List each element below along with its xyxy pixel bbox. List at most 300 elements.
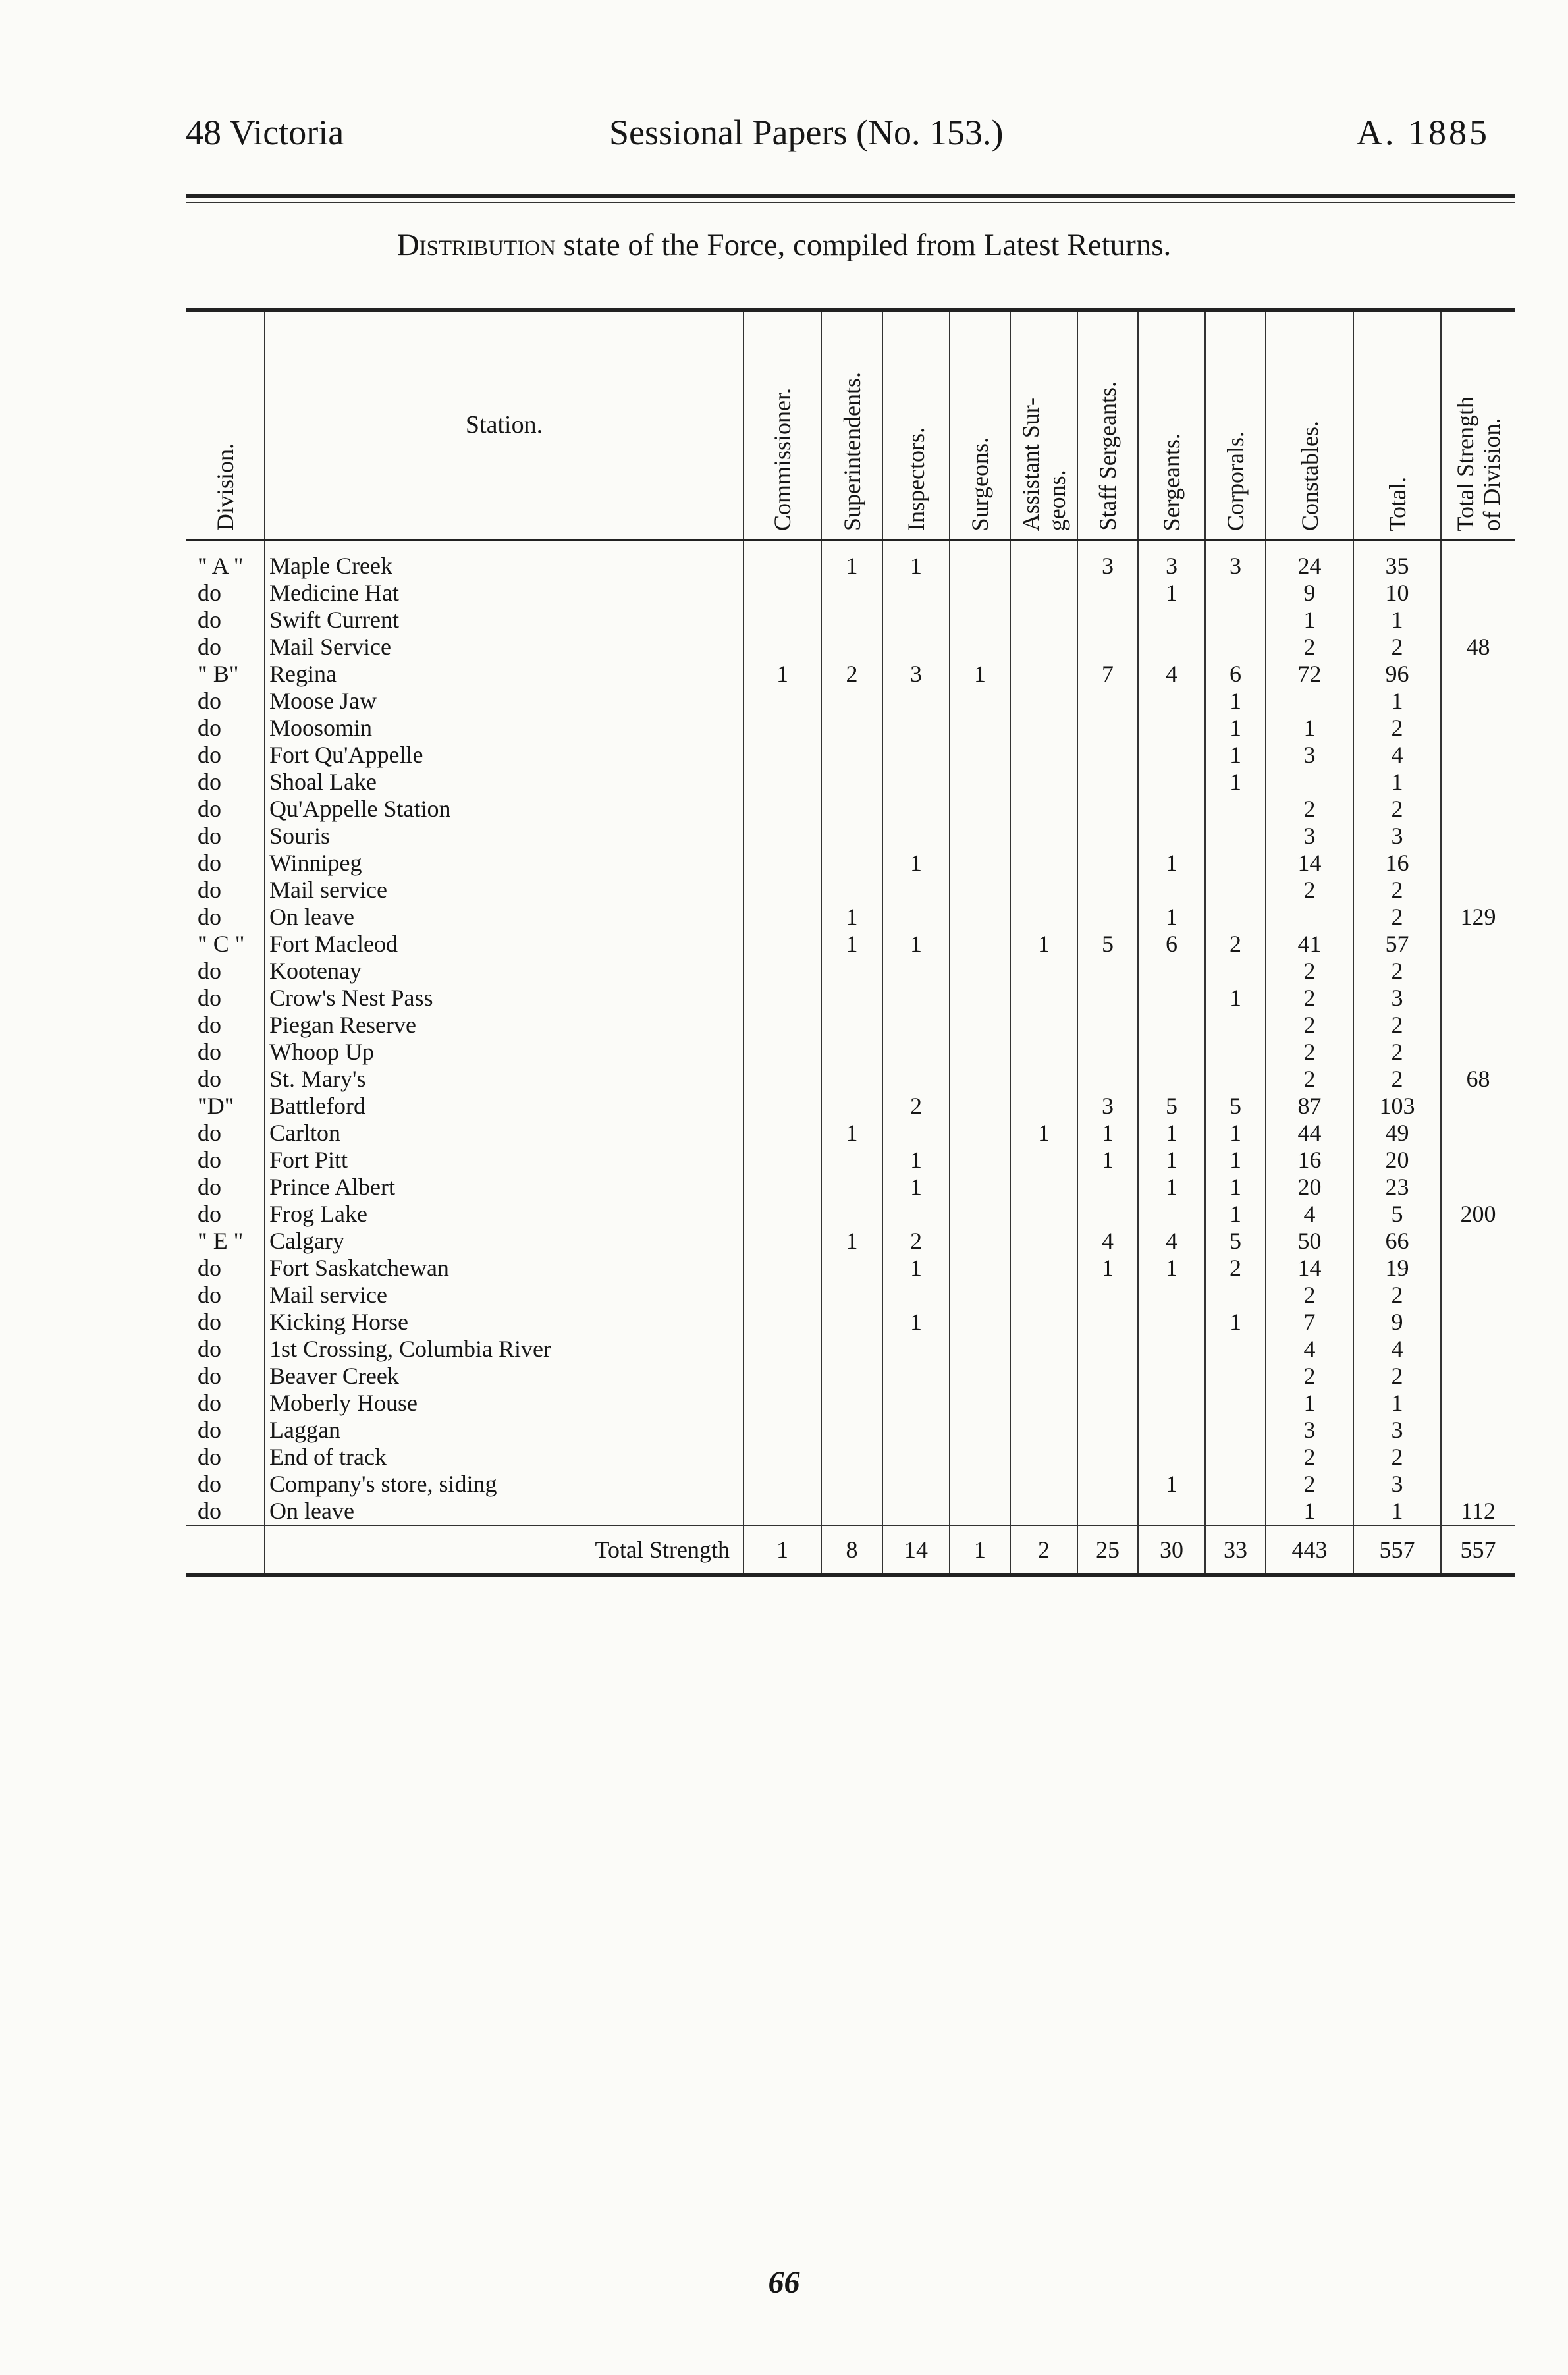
count-cell — [743, 1390, 821, 1417]
count-cell — [821, 1255, 882, 1282]
count-cell: 2 — [1266, 1066, 1353, 1093]
count-cell: 3 — [1353, 985, 1441, 1012]
count-cell: 14 — [1266, 1255, 1353, 1282]
col-sergeants — [1138, 310, 1205, 540]
count-cell: 1 — [821, 931, 882, 958]
count-cell: 1 — [1353, 1390, 1441, 1417]
count-cell — [950, 1471, 1010, 1498]
station-cell: Fort Qu'Appelle — [265, 742, 743, 769]
count-cell — [1010, 634, 1077, 661]
count-cell: 2 — [1353, 715, 1441, 742]
count-cell: 1 — [1205, 1120, 1266, 1147]
count-cell — [882, 1201, 950, 1228]
count-cell — [1077, 1390, 1138, 1417]
count-cell: 6 — [1138, 931, 1205, 958]
count-cell: 6 — [1205, 661, 1266, 688]
division-cell: do — [198, 1066, 221, 1092]
division-cell: do — [198, 1444, 221, 1470]
col-label: Staff Sergeants. — [1095, 381, 1121, 531]
count-cell — [1441, 742, 1515, 769]
col-label: Corporals. — [1222, 431, 1249, 531]
count-cell: 2 — [1266, 1363, 1353, 1390]
total-cell: 30 — [1138, 1525, 1205, 1575]
total-cell: 2 — [1010, 1525, 1077, 1575]
division-cell: " C " — [198, 931, 245, 957]
count-cell — [1010, 769, 1077, 796]
count-cell: 10 — [1353, 580, 1441, 607]
count-cell — [950, 715, 1010, 742]
table-row — [186, 1066, 1515, 1093]
count-cell — [821, 1471, 882, 1498]
count-cell — [743, 742, 821, 769]
col-label: Station. — [465, 411, 543, 439]
col-staff-sergeants — [1077, 310, 1138, 540]
count-cell: 2 — [1266, 958, 1353, 985]
count-cell — [743, 1363, 821, 1390]
count-cell — [821, 769, 882, 796]
count-cell — [1441, 607, 1515, 634]
count-cell — [882, 607, 950, 634]
count-cell: 35 — [1353, 540, 1441, 580]
count-cell — [821, 985, 882, 1012]
col-label: Total Strength of Division. — [1451, 396, 1505, 531]
col-total — [1353, 310, 1441, 540]
count-cell: 200 — [1441, 1201, 1515, 1228]
count-cell — [1077, 607, 1138, 634]
count-cell: 9 — [1266, 580, 1353, 607]
station-cell: Kootenay — [265, 958, 743, 985]
count-cell — [743, 796, 821, 823]
table-row — [186, 742, 1515, 769]
total-cell: 1 — [950, 1525, 1010, 1575]
header-session: 48 Victoria — [186, 113, 344, 152]
count-cell: 2 — [1266, 796, 1353, 823]
count-cell — [1010, 1498, 1077, 1525]
count-cell: 3 — [882, 661, 950, 688]
table-row — [186, 796, 1515, 823]
count-cell: 2 — [882, 1228, 950, 1255]
count-cell — [1441, 877, 1515, 904]
count-cell: 3 — [1353, 1417, 1441, 1444]
count-cell: 2 — [1353, 796, 1441, 823]
table-body — [186, 540, 1515, 1526]
count-cell — [1205, 1417, 1266, 1444]
station-cell: Mail service — [265, 1282, 743, 1309]
count-cell — [821, 1336, 882, 1363]
station-cell: Mail Service — [265, 634, 743, 661]
division-cell: do — [198, 607, 221, 633]
count-cell: 5 — [1077, 931, 1138, 958]
total-cell: 8 — [821, 1525, 882, 1575]
count-cell — [1077, 1174, 1138, 1201]
count-cell: 1 — [1010, 1120, 1077, 1147]
count-cell — [1138, 1039, 1205, 1066]
count-cell — [1441, 769, 1515, 796]
count-cell: 7 — [1266, 1309, 1353, 1336]
count-cell — [743, 1309, 821, 1336]
station-cell: Company's store, siding — [265, 1471, 743, 1498]
count-cell — [1138, 1363, 1205, 1390]
count-cell — [1441, 715, 1515, 742]
count-cell — [743, 1228, 821, 1255]
count-cell — [882, 796, 950, 823]
count-cell: 2 — [1353, 958, 1441, 985]
count-cell — [1138, 607, 1205, 634]
station-cell: On leave — [265, 1498, 743, 1525]
count-cell: 4 — [1138, 661, 1205, 688]
division-cell: do — [198, 1390, 221, 1416]
table-title-lead: Distribution — [396, 228, 556, 262]
count-cell: 1 — [882, 1147, 950, 1174]
count-cell — [1010, 877, 1077, 904]
count-cell — [743, 1012, 821, 1039]
count-cell: 3 — [1353, 823, 1441, 850]
page-number: 66 — [768, 2265, 800, 2300]
count-cell — [1441, 1255, 1515, 1282]
count-cell — [743, 931, 821, 958]
count-cell — [882, 715, 950, 742]
division-cell: " A " — [198, 553, 244, 579]
table-row — [186, 607, 1515, 634]
count-cell — [743, 1336, 821, 1363]
count-cell — [821, 1093, 882, 1120]
count-cell — [950, 823, 1010, 850]
count-cell — [1138, 688, 1205, 715]
count-cell — [1441, 1390, 1515, 1417]
table-row — [186, 1444, 1515, 1471]
count-cell — [1010, 1336, 1077, 1363]
count-cell: 2 — [1353, 1012, 1441, 1039]
count-cell: 2 — [1266, 1012, 1353, 1039]
count-cell — [1441, 1471, 1515, 1498]
count-cell: 20 — [1353, 1147, 1441, 1174]
division-cell: do — [198, 1174, 221, 1200]
division-cell: do — [198, 1471, 221, 1497]
col-division-strength — [1441, 310, 1515, 540]
count-cell: 2 — [1353, 1444, 1441, 1471]
col-label: Assistant Sur- geons. — [1017, 397, 1070, 531]
count-cell: 3 — [1138, 540, 1205, 580]
count-cell — [743, 634, 821, 661]
count-cell: 2 — [1266, 877, 1353, 904]
division-cell: do — [198, 1363, 221, 1389]
count-cell: 1 — [1138, 1255, 1205, 1282]
count-cell — [1138, 1282, 1205, 1309]
count-cell — [1010, 1255, 1077, 1282]
count-cell: 68 — [1441, 1066, 1515, 1093]
count-cell — [1266, 688, 1353, 715]
count-cell: 1 — [1205, 1174, 1266, 1201]
station-cell: St. Mary's — [265, 1066, 743, 1093]
count-cell — [1266, 904, 1353, 931]
count-cell: 5 — [1205, 1093, 1266, 1120]
count-cell: 1 — [882, 1309, 950, 1336]
count-cell — [1205, 580, 1266, 607]
header-rule-thin — [186, 202, 1515, 203]
count-cell: 1 — [1205, 742, 1266, 769]
station-cell: Winnipeg — [265, 850, 743, 877]
division-cell: do — [198, 1201, 221, 1227]
count-cell — [743, 688, 821, 715]
station-cell: Frog Lake — [265, 1201, 743, 1228]
count-cell — [1077, 1201, 1138, 1228]
count-cell: 1 — [1138, 904, 1205, 931]
count-cell — [950, 1174, 1010, 1201]
count-cell — [743, 1174, 821, 1201]
count-cell — [882, 1066, 950, 1093]
count-cell: 1 — [1266, 607, 1353, 634]
station-cell: Maple Creek — [265, 540, 743, 580]
count-cell — [743, 540, 821, 580]
count-cell — [1441, 1174, 1515, 1201]
count-cell: 1 — [1138, 1120, 1205, 1147]
count-cell — [1205, 1282, 1266, 1309]
count-cell: 96 — [1353, 661, 1441, 688]
count-cell — [1205, 1390, 1266, 1417]
count-cell — [950, 1039, 1010, 1066]
count-cell — [1138, 769, 1205, 796]
count-cell — [1138, 958, 1205, 985]
count-cell — [743, 1255, 821, 1282]
col-label: Division. — [211, 443, 238, 531]
count-cell — [1010, 1417, 1077, 1444]
count-cell — [1077, 1282, 1138, 1309]
count-cell — [1205, 877, 1266, 904]
total-cell: 557 — [1441, 1525, 1515, 1575]
count-cell — [743, 958, 821, 985]
col-label: Surgeons. — [967, 437, 993, 531]
count-cell: 1 — [1138, 580, 1205, 607]
header-rule — [186, 194, 1515, 198]
count-cell — [950, 877, 1010, 904]
count-cell — [1441, 1444, 1515, 1471]
count-cell: 66 — [1353, 1228, 1441, 1255]
count-cell — [950, 1228, 1010, 1255]
count-cell: 1 — [1353, 1498, 1441, 1525]
count-cell: 103 — [1353, 1093, 1441, 1120]
count-cell — [1077, 958, 1138, 985]
count-cell — [1077, 1309, 1138, 1336]
count-cell — [1010, 661, 1077, 688]
count-cell: 24 — [1266, 540, 1353, 580]
count-cell — [743, 769, 821, 796]
count-cell: 112 — [1441, 1498, 1515, 1525]
count-cell — [821, 1390, 882, 1417]
station-cell: Beaver Creek — [265, 1363, 743, 1390]
count-cell: 1 — [882, 1255, 950, 1282]
count-cell — [743, 823, 821, 850]
count-cell: 20 — [1266, 1174, 1353, 1201]
count-cell — [882, 904, 950, 931]
count-cell — [1077, 769, 1138, 796]
col-commissioner — [743, 310, 821, 540]
count-cell — [882, 1363, 950, 1390]
count-cell — [1010, 823, 1077, 850]
table-row — [186, 1498, 1515, 1525]
count-cell — [950, 1417, 1010, 1444]
count-cell — [743, 1471, 821, 1498]
count-cell — [882, 1471, 950, 1498]
count-cell — [1138, 823, 1205, 850]
count-cell — [821, 877, 882, 904]
count-cell — [821, 1309, 882, 1336]
table-row — [186, 1363, 1515, 1390]
table-title — [0, 227, 1568, 263]
count-cell: 1 — [1138, 1174, 1205, 1201]
count-cell — [1441, 1336, 1515, 1363]
count-cell — [1010, 796, 1077, 823]
count-cell — [882, 1120, 950, 1147]
count-cell: 1 — [1205, 769, 1266, 796]
table-row — [186, 1201, 1515, 1228]
count-cell — [882, 877, 950, 904]
count-cell — [1010, 958, 1077, 985]
header-year: A. 1885 — [1357, 113, 1490, 152]
count-cell — [1138, 985, 1205, 1012]
count-cell — [1010, 607, 1077, 634]
count-cell — [1441, 1012, 1515, 1039]
station-cell: 1st Crossing, Columbia River — [265, 1336, 743, 1363]
division-cell: do — [198, 958, 221, 984]
col-label: Total. — [1384, 476, 1411, 531]
count-cell — [1138, 1066, 1205, 1093]
count-cell — [1077, 1417, 1138, 1444]
count-cell: 3 — [1205, 540, 1266, 580]
count-cell — [950, 850, 1010, 877]
station-cell: Prince Albert — [265, 1174, 743, 1201]
count-cell — [882, 580, 950, 607]
count-cell: 72 — [1266, 661, 1353, 688]
count-cell: 3 — [1077, 1093, 1138, 1120]
count-cell: 2 — [1266, 1282, 1353, 1309]
count-cell: 2 — [1353, 1066, 1441, 1093]
count-cell — [1138, 877, 1205, 904]
table-row — [186, 1228, 1515, 1255]
table-row — [186, 661, 1515, 688]
count-cell: 1 — [1266, 1390, 1353, 1417]
table-row — [186, 823, 1515, 850]
count-cell — [821, 1282, 882, 1309]
table-row — [186, 1390, 1515, 1417]
count-cell — [1010, 1012, 1077, 1039]
count-cell: 1 — [1138, 850, 1205, 877]
division-cell: do — [198, 877, 221, 903]
count-cell — [950, 931, 1010, 958]
count-cell — [950, 1012, 1010, 1039]
count-cell — [882, 688, 950, 715]
station-cell: Swift Current — [265, 607, 743, 634]
count-cell — [1138, 1201, 1205, 1228]
count-cell — [1138, 1417, 1205, 1444]
station-cell: Moosomin — [265, 715, 743, 742]
count-cell — [1205, 1444, 1266, 1471]
count-cell: 1 — [821, 1120, 882, 1147]
count-cell — [821, 823, 882, 850]
count-cell — [1010, 1471, 1077, 1498]
count-cell: 3 — [1077, 540, 1138, 580]
count-cell — [882, 1039, 950, 1066]
division-cell: do — [198, 1255, 221, 1281]
count-cell: 5 — [1353, 1201, 1441, 1228]
count-cell — [1010, 1066, 1077, 1093]
count-cell — [821, 958, 882, 985]
count-cell — [1441, 850, 1515, 877]
count-cell — [743, 607, 821, 634]
count-cell — [882, 769, 950, 796]
count-cell — [1010, 1390, 1077, 1417]
count-cell: 1 — [1205, 1147, 1266, 1174]
count-cell: 14 — [1266, 850, 1353, 877]
count-cell — [1205, 1471, 1266, 1498]
count-cell: 44 — [1266, 1120, 1353, 1147]
table-row — [186, 1336, 1515, 1363]
total-division-cell — [186, 1525, 265, 1575]
count-cell: 3 — [1353, 1471, 1441, 1498]
count-cell — [743, 1444, 821, 1471]
count-cell — [821, 850, 882, 877]
count-cell — [950, 580, 1010, 607]
count-cell — [1205, 607, 1266, 634]
total-label: Total Strength — [265, 1525, 743, 1575]
col-station — [265, 310, 743, 540]
count-cell: 2 — [1353, 1282, 1441, 1309]
count-cell: 19 — [1353, 1255, 1441, 1282]
count-cell: 2 — [1205, 931, 1266, 958]
distribution-table-wrap — [186, 308, 1515, 1577]
count-cell — [1138, 796, 1205, 823]
count-cell: 1 — [1077, 1120, 1138, 1147]
count-cell — [950, 1390, 1010, 1417]
station-cell: Fort Macleod — [265, 931, 743, 958]
count-cell — [950, 1498, 1010, 1525]
table-row — [186, 1093, 1515, 1120]
count-cell: 1 — [1353, 607, 1441, 634]
station-cell: Piegan Reserve — [265, 1012, 743, 1039]
count-cell — [1077, 715, 1138, 742]
count-cell — [821, 634, 882, 661]
division-cell: do — [198, 1039, 221, 1065]
count-cell: 48 — [1441, 634, 1515, 661]
count-cell — [1441, 661, 1515, 688]
table-row — [186, 1309, 1515, 1336]
count-cell — [882, 634, 950, 661]
count-cell — [821, 1444, 882, 1471]
count-cell — [1441, 1282, 1515, 1309]
count-cell — [743, 1120, 821, 1147]
count-cell — [1441, 796, 1515, 823]
count-cell — [743, 904, 821, 931]
count-cell — [950, 1201, 1010, 1228]
count-cell — [821, 715, 882, 742]
count-cell — [1441, 1120, 1515, 1147]
count-cell: 1 — [821, 904, 882, 931]
count-cell: 129 — [1441, 904, 1515, 931]
total-cell: 557 — [1353, 1525, 1441, 1575]
count-cell: 2 — [1353, 904, 1441, 931]
count-cell — [821, 688, 882, 715]
division-cell: do — [198, 1309, 221, 1335]
count-cell: 2 — [1205, 1255, 1266, 1282]
count-cell — [882, 1444, 950, 1471]
count-cell — [1205, 634, 1266, 661]
count-cell — [1441, 931, 1515, 958]
division-cell: do — [198, 715, 221, 741]
count-cell — [821, 1174, 882, 1201]
count-cell: 3 — [1266, 742, 1353, 769]
count-cell: 1 — [1010, 931, 1077, 958]
count-cell — [1205, 904, 1266, 931]
count-cell — [1441, 1417, 1515, 1444]
